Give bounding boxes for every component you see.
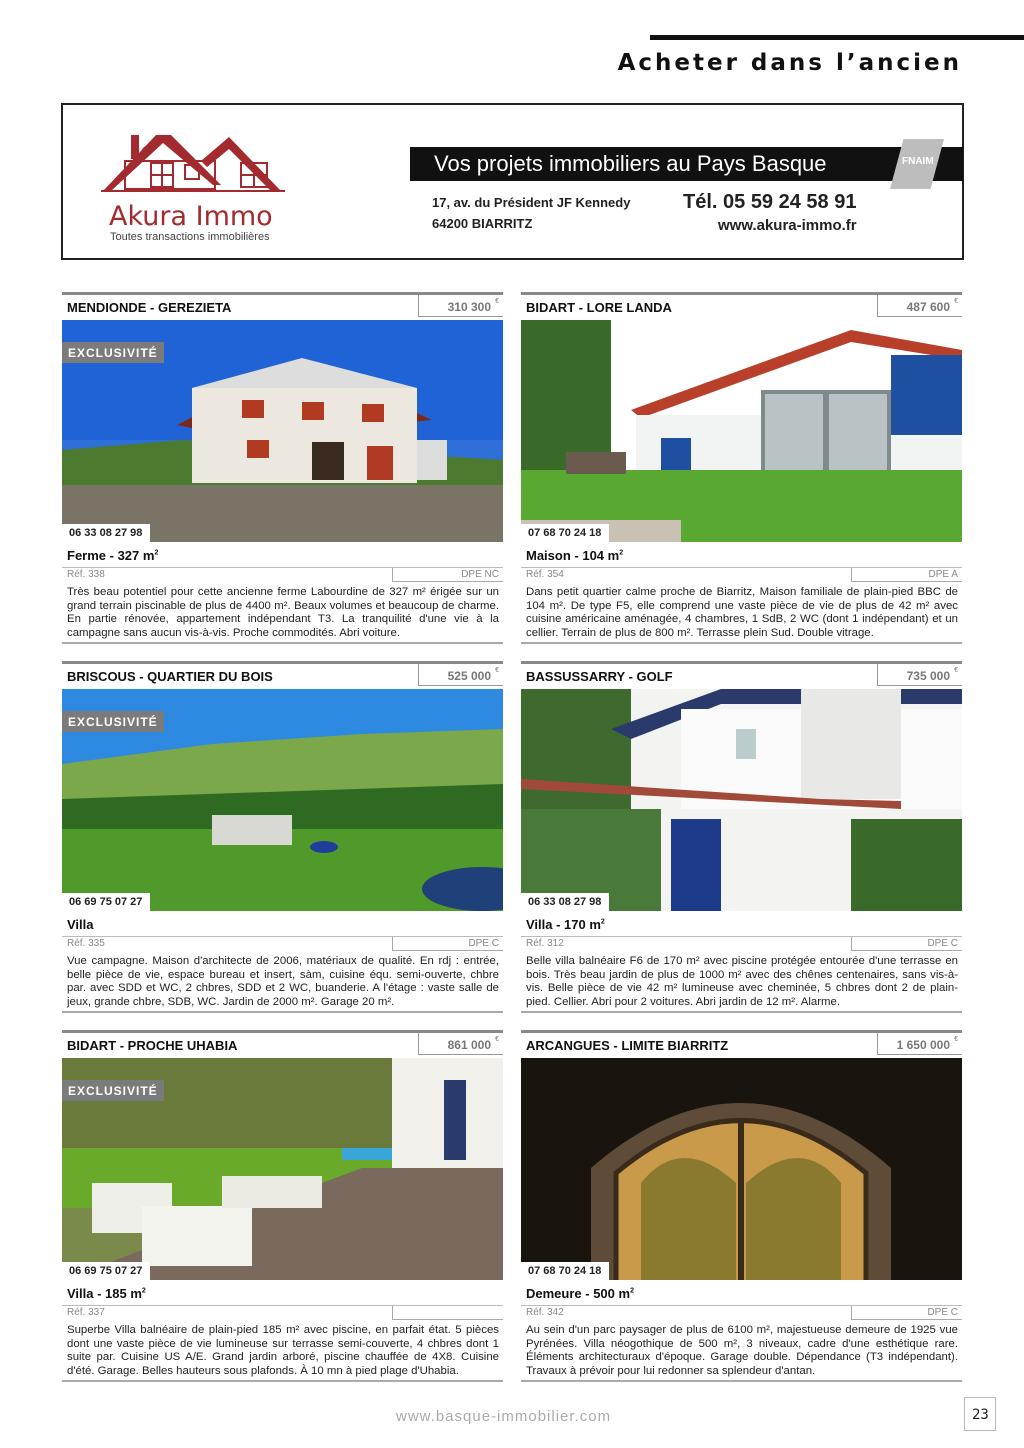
currency-symbol: €	[954, 667, 958, 674]
listing-ref: Réf. 337	[67, 1307, 105, 1318]
listing-phone[interactable]: 06 33 08 27 98	[62, 524, 150, 542]
fnaim-label: FNAIM	[902, 156, 934, 167]
listing-location: BIDART - PROCHE UHABIA	[67, 1038, 238, 1053]
listing-photo[interactable]	[521, 689, 962, 911]
listing-price: 487 600	[906, 300, 950, 314]
agency-address-line1: 17, av. du Président JF Kennedy	[432, 195, 631, 210]
listing-header	[521, 1030, 962, 1055]
price-box	[877, 1033, 962, 1055]
listing-card[interactable]	[521, 1030, 962, 1385]
top-rule	[650, 35, 1024, 40]
listing-description: Belle villa balnéaire F6 de 170 m² avec piscine protégée entourée d'une terrasse en bois. Très beau jardin de plus de 1000 m² avec des chênes centenaires, sans vis-à-vis. Belle pièce de vie 42 m² lumineuse avec cheminée, 5 chbres dont 2 de plain-pied. Cellier. Abri pour 2 voitures. Abri jardin de 12 m². Alarme.	[526, 955, 958, 1008]
listing-phone[interactable]: 06 33 08 27 98	[521, 893, 609, 911]
listing-photo[interactable]	[62, 320, 503, 542]
listing-header	[521, 661, 962, 686]
listing-ref: Réf. 354	[526, 569, 564, 580]
listing-description: Superbe Villa balnéaire de plain-pied 185 m² avec piscine, en parfait état. 5 pièces dont une vaste pièce de vie lumineuse sur terrasse semi-couverte, 4 chbres dont 1 suite par. Cuisine US A/E. Grand jardin arboré, piscine chauffée de 4X8. Cuisine d'été. Garage. Belles hauteurs sous plafonds. À 10 mn à pied plage d'Uhabia.	[67, 1324, 499, 1377]
listing-dpe: DPE NC	[461, 569, 499, 580]
price-box	[877, 664, 962, 686]
currency-symbol: €	[495, 1036, 499, 1043]
listing-phone[interactable]: 07 68 70 24 18	[521, 1262, 609, 1280]
listing-phone[interactable]: 06 69 75 07 27	[62, 893, 150, 911]
listing-type	[526, 917, 605, 932]
listing-type	[526, 1286, 634, 1301]
listing-description: Vue campagne. Maison d'architecte de 2006, matériaux de qualité. En rdj : entrée, belle pièce de vie, espace bureau et insert, sàm, cuisine équ. semi-ouverte, chbre par. avec SDD et WC, 2 chbres, SDD et 2 WC, buanderie. A l'étage : vaste salle de jeux, grande chbre, SDB, WC. Jardin de 2000 m². Garage 20 m².	[67, 955, 499, 1008]
listing-location: BRISCOUS - QUARTIER DU BOIS	[67, 669, 273, 684]
listing-ref: Réf. 338	[67, 569, 105, 580]
price-box	[418, 295, 503, 317]
listing-type	[67, 548, 158, 563]
listing-location: ARCANGUES - LIMITE BIARRITZ	[526, 1038, 729, 1053]
listing-price: 735 000	[906, 669, 950, 683]
currency-symbol: €	[954, 298, 958, 305]
listing-price: 310 300	[447, 300, 491, 314]
agency-tagline: Toutes transactions immobilières	[110, 231, 270, 243]
listing-card[interactable]	[62, 1030, 503, 1385]
listing-type	[67, 917, 94, 932]
listing-card[interactable]	[62, 661, 503, 1016]
agency-slogan: Vos projets immobiliers au Pays Basque	[434, 151, 827, 176]
listing-dpe: DPE C	[927, 938, 958, 949]
exclusive-badge: EXCLUSIVITÉ	[62, 342, 164, 363]
listing-dpe: DPE A	[928, 569, 958, 580]
price-box	[877, 295, 962, 317]
listing-type-sup: 2	[141, 1287, 146, 1295]
listing-description: Dans petit quartier calme proche de Biarritz, Maison familiale de plain-pied BBC de 104 m². De type F5, elle comprend une vaste pièce de vie de plus de 42 m² avec cuisine américaine aménagée, 4 chambres, 1 SdB, 2 WC (dont 1 indépendant) et un cellier. Terrain de plus de 800 m². Terrasse plein Sud. Double vitrage.	[526, 586, 958, 639]
listing-type-text: Ferme - 327 m	[67, 548, 155, 563]
listing-type-sup: 2	[619, 549, 624, 557]
listing-type	[67, 1286, 146, 1301]
page-number-box	[964, 1397, 996, 1431]
currency-symbol: €	[954, 1036, 958, 1043]
listing-type-sup: 2	[154, 549, 159, 557]
listing-location: MENDIONDE - GEREZIETA	[67, 300, 232, 315]
agency-phone[interactable]: Tél. 05 59 24 58 91	[683, 191, 857, 213]
listing-card[interactable]	[62, 292, 503, 647]
listing-location: BASSUSSARRY - GOLF	[526, 669, 673, 684]
listing-description: Au sein d'un parc paysager de plus de 6100 m², majestueuse demeure de 1925 vue Pyrénées. Villa néogothique de 500 m², 3 niveaux, cadre d'une esthétique rare. Éléments architecturaux d'époque. Garage double. Dépendance (T3 indépendant). Travaux à prévoir pour lui redonner sa splendeur d'antan.	[526, 1324, 958, 1377]
listing-type-sup: 2	[600, 918, 605, 926]
listing-photo[interactable]	[62, 689, 503, 911]
card-divider	[521, 642, 962, 644]
card-divider	[62, 642, 503, 644]
section-title: Acheter dans l’ancien	[617, 50, 962, 76]
card-divider	[521, 1380, 962, 1382]
listing-photo[interactable]	[62, 1058, 503, 1280]
ref-row	[521, 1305, 962, 1320]
agency-banner[interactable]	[61, 103, 964, 260]
listing-dpe: DPE C	[927, 1307, 958, 1318]
listing-header	[62, 1030, 503, 1055]
listing-price: 1 650 000	[896, 1038, 950, 1052]
listing-card[interactable]	[521, 661, 962, 1016]
listing-dpe: DPE C	[468, 938, 499, 949]
listing-type-text: Villa	[67, 917, 94, 932]
ref-row	[62, 567, 503, 582]
listing-header	[521, 292, 962, 317]
listing-type-text: Demeure - 500 m	[526, 1286, 631, 1301]
currency-symbol: €	[495, 667, 499, 674]
agency-address-line2: 64200 BIARRITZ	[432, 216, 533, 231]
listing-header	[62, 292, 503, 317]
listing-description: Très beau potentiel pour cette ancienne ferme Labourdine de 327 m² érigée sur un grand terrain piscinable de plus de 4400 m². Beaux volumes et beaucoup de charme. En partie rénovée, appartement indépendant T3. La tranquilité d'une vie à la campagne sans aucun vis-à-vis. Proche commodités. Abri voiture.	[67, 586, 499, 639]
listing-type	[526, 548, 623, 563]
agency-name: Akura Immo	[109, 201, 273, 232]
ref-row	[62, 1305, 503, 1320]
listing-header	[62, 661, 503, 686]
listing-ref: Réf. 312	[526, 938, 564, 949]
listing-ref: Réf. 342	[526, 1307, 564, 1318]
ref-row	[521, 567, 962, 582]
card-divider	[521, 1011, 962, 1013]
listing-card[interactable]	[521, 292, 962, 647]
fnaim-badge	[890, 139, 944, 189]
listing-photo[interactable]	[521, 320, 962, 542]
listing-type-text: Villa - 185 m	[67, 1286, 142, 1301]
card-divider	[62, 1380, 503, 1382]
ref-row	[521, 936, 962, 951]
footer-website[interactable]: www.basque-immobilier.com	[396, 1408, 612, 1425]
listing-photo[interactable]	[521, 1058, 962, 1280]
listing-location: BIDART - LORE LANDA	[526, 300, 672, 315]
exclusive-badge: EXCLUSIVITÉ	[62, 711, 164, 732]
listing-price: 861 000	[447, 1038, 491, 1052]
exclusive-badge: EXCLUSIVITÉ	[62, 1080, 164, 1101]
page-number: 23	[972, 1407, 989, 1423]
price-box	[418, 1033, 503, 1055]
house-logo-icon	[101, 131, 285, 201]
listing-price: 525 000	[447, 669, 491, 683]
listing-ref: Réf. 335	[67, 938, 105, 949]
ref-row	[62, 936, 503, 951]
listing-type-text: Villa - 170 m	[526, 917, 601, 932]
agency-logo	[101, 131, 285, 241]
listing-type-sup: 2	[630, 1287, 634, 1295]
price-box	[418, 664, 503, 686]
slogan-bar	[410, 147, 963, 181]
agency-website[interactable]: www.akura-immo.fr	[718, 217, 857, 234]
listing-phone[interactable]: 06 69 75 07 27	[62, 1262, 150, 1280]
listing-type-text: Maison - 104 m	[526, 548, 620, 563]
listing-phone[interactable]: 07 68 70 24 18	[521, 524, 609, 542]
currency-symbol: €	[495, 298, 499, 305]
card-divider	[62, 1011, 503, 1013]
